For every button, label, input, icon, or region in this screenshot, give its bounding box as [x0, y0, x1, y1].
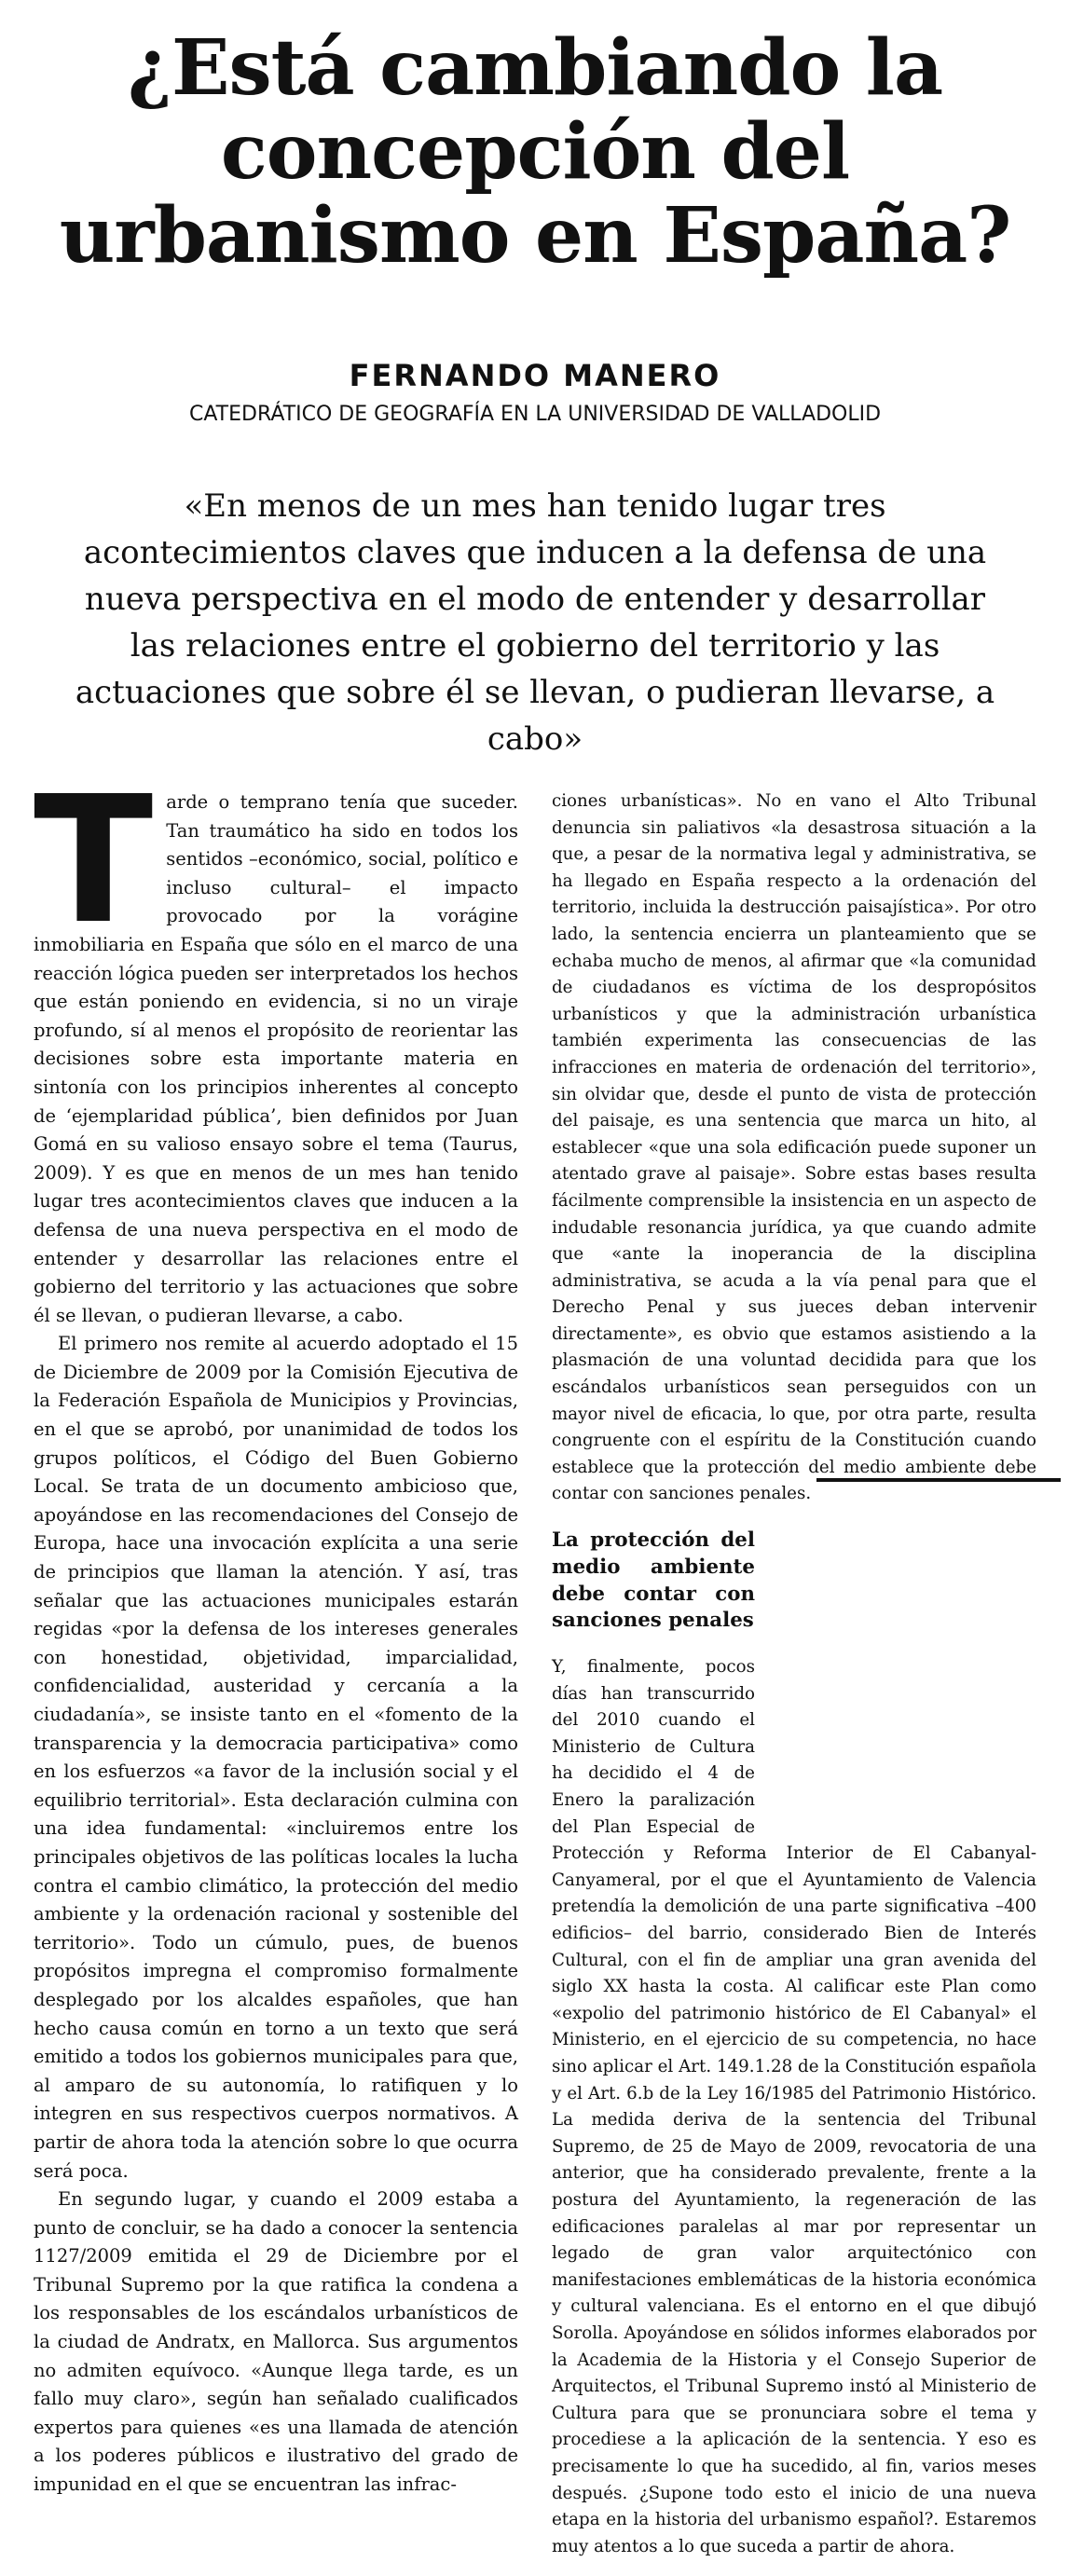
- paragraph-5-text: Y, finalmente, pocos días han transcurrido del 2010 cuando el Ministerio de Cultura ha decidido el 4 de Enero la paralización del Plan Especial de Protección y Reforma Interior de El Cabanyal-Canyameral, por el que el Ayuntamiento de Valencia pretendía la demolición de una parte significativa –400 edificios– del barrio, considerado Bien de Interés Cultural, con el fin de ampliar una gran avenida del siglo XX hasta la costa. Al calificar este Plan como «expolio del patrimonio histórico de El Cabanyal» el Ministerio, en el ejercicio de su competencia, no hace sino aplicar el Art. 149.1.28 de la Constitución española y el Art. 6.b de la Ley 16/1985 del Patrimonio Histórico. La medida deriva de la sentencia del Tribunal Supremo, de 25 de Mayo de 2009, revocatoria de una anterior, que ha considerado prevalente, frente a la postura del Ayuntamiento, la regeneración de las edificaciones paralelas al mar por representar un legado de gran valor arquitectónico con manifestaciones emblemáticas de la historia económica y cultural valenciana. Es el entorno en el que dibujó Sorolla. Apoyándose en sólidos informes elaborados por la Academia de la Historia y el Consejo Superior de Arquitectos, el Tribunal Supremo instó al Ministerio de Cultura para que se pronunciara sobre el tema y procediese a la aplicación de la sentencia. Y eso es precisamente lo que ha sucedido, al fin, varios meses después. ¿Supone todo esto el inicio de una nueva etapa en la historia del urbanismo español?. Estaremos muy atentos a lo que suceda a partir de ahora.: [552, 1657, 1036, 2556]
- paragraph-4: ciones urbanísticas». No en vano el Alto Tribunal denuncia sin paliativos «la desastrosa situación a la que, a pesar de la normativa legal y administrativa, se ha llegado en España respecto a la ordenación del territorio, incluida la destrucción paisajística». Por otro lado, la sentencia encierra un planteamiento que se echaba mucho de menos, al afirmar que «la comunidad de ciudadanos es víctima de los despropósitos urbanísticos y que la administración urbanística también experimenta las consecuencias de las infracciones en materia de ordenación del territorio», sin olvidar que, desde el punto de vista de protección del paisaje, es una sentencia que marca un hito, al establecer «que una sola edificación puede suponer un atentado grave al paisaje». Sobre estas bases resulta fácilmente comprensible la insistencia en un aspecto de indudable resonancia jurídica, ya que cuando admite que «ante la inoperancia de la disciplina administrativa, se acuda a la vía penal para que el Derecho Penal y sus jueces deban intervenir directamente», es obvio que estamos asistiendo a la plasmación de una voluntad decidida para que los escándalos urbanísticos sean perseguidos con un mayor nivel de eficacia, lo que, por otra parte, resulta congruente con el espíritu de la Constitución cuando establece que la protección del medio ambiente debe contar con sanciones penales.: [552, 791, 1036, 1504]
- highlight-rule: [816, 1478, 1061, 1482]
- headline: ¿Está cambiando la concepción del urbanismo en España?: [59, 23, 1011, 281]
- article-column-1: [34, 759, 518, 2500]
- pull-quote: «En menos de un mes han tenido lugar tres acontecimientos claves que inducen a la defensa de una nueva perspectiva en el modo de entender y desarrollar las relaciones entre el gobierno del territorio y las actuaciones que sobre él se llevan, o pudieran llevarse, a cabo»: [75, 487, 995, 758]
- paragraph-3: En segundo lugar, y cuando el 2009 estaba a punto de concluir, se ha dado a conocer la sentencia 1127/2009 emitida el 29 de Diciembre por el Tribunal Supremo por la que ratifica la condena a los responsables de los escándalos urbanísticos de la ciudad de Andratx, en Mallorca. Sus argumentos no admiten equívoco. «Aunque llega tarde, es un fallo muy claro», según han señalado cualificados expertos para quienes «es una llamada de atención a los poderes públicos e ilustrativo del grado de impunidad en el que se encuentran las infrac-: [34, 2188, 518, 2496]
- drop-cap: T: [34, 759, 154, 963]
- author-name: FERNANDO MANERO: [349, 358, 721, 393]
- paragraph-1-text: arde o temprano tenía que suceder. Tan traumático ha sido en todos los sentidos –económico, social, político e incluso cultural– el impacto provocado por la vorágine inmobiliaria en España que sólo en el marco de una reacción lógica pueden ser interpretados los hechos que están poniendo en evidencia, si no un viraje profundo, sí al menos el propósito de reorientar las decisiones sobre esta importante materia en sintonía con los principios inherentes al concepto de ‘ejemplaridad pública’, bien definidos por Juan Gomá en su valioso ensayo sobre el tema (Taurus, 2009). Y es que en menos de un mes han tenido lugar tres acontecimientos claves que inducen a la defensa de una nueva perspectiva en el modo de entender y desarrollar las relaciones entre el gobierno del territorio y las actuaciones que sobre él se llevan, o pudieran llevarse, a cabo.: [34, 791, 518, 1326]
- article-column-2: [552, 788, 1036, 2560]
- author-affiliation: CATEDRÁTICO DE GEOGRAFÍA EN LA UNIVERSIDAD DE VALLADOLID: [188, 403, 882, 426]
- highlight-text: La protección del medio ambiente debe contar con sanciones penales: [552, 1528, 755, 1633]
- paragraph-1: [34, 759, 518, 1330]
- highlight-box: [768, 1478, 1070, 1810]
- paragraph-2: El primero nos remite al acuerdo adoptado el 15 de Diciembre de 2009 por la Comisión Ejecutiva de la Federación Española de Municipios y Provincias, en el que se aprobó, por unanimidad de todos los grupos políticos, el Código del Buen Gobierno Local. Se trata de un documento ambicioso que, apoyándose en las recomendaciones del Consejo de Europa, hace una invocación explícita a una serie de principios que llaman la atención. Y así, tras señalar que las actuaciones municipales estarán regidas «por la defensa de los intereses generales con honestidad, objetividad, imparcialidad, confidencialidad, austeridad y cercanía a la ciudadanía», se insiste tanto en el «fomento de la transparencia y la democracia participativa» como en los esfuerzos «a favor de la inclusión social y el equilibrio territorial». Esta declaración culmina con una idea fundamental: «incluiremos entre los principales objetivos de las políticas locales la lucha contra el cambio climático, la protección del medio ambiente y la ordenación racional y sostenible del territorio». Todo un cúmulo, pues, de buenos propósitos impregna el compromiso formalmente desplegado por los alcaldes españoles, que han hecho causa común en torno a un texto que será emitido a todos los gobiernos municipales para que, al amparo de su autonomía, lo ratifiquen y lo integren en sus respectivos cuerpos normativos. A partir de ahora toda la atención sobre lo que ocurra será poca.: [34, 1333, 518, 2182]
